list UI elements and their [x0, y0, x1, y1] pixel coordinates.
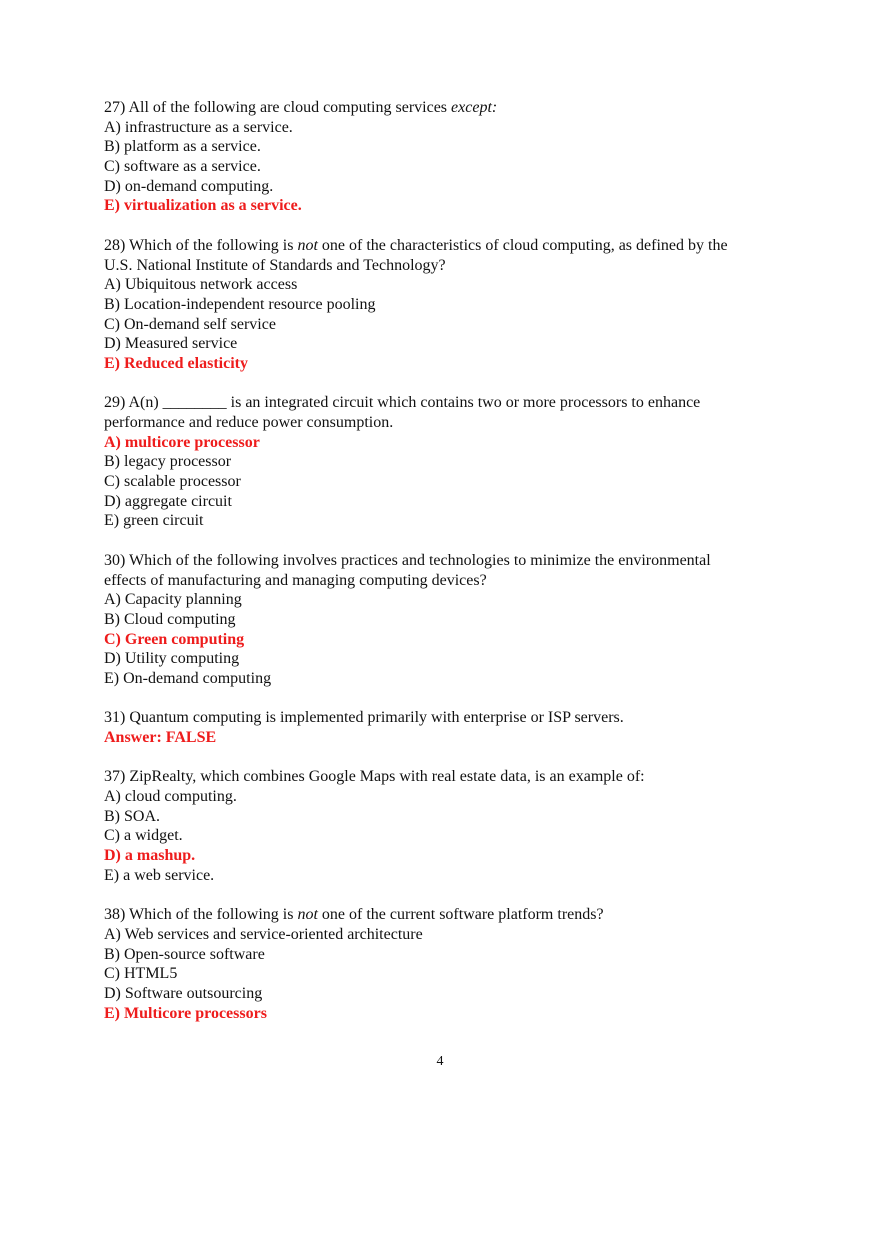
- correct-option-e: E) Multicore processors: [104, 1004, 267, 1022]
- emphasis-text: except:: [451, 99, 498, 116]
- option-b: B) legacy processor: [104, 453, 232, 471]
- question-stem-line-2: performance and reduce power consumption.: [104, 414, 394, 431]
- option-b: B) Cloud computing: [104, 610, 236, 628]
- question-stem: 38) Which of the following is not one of the current software platform trends?: [104, 906, 604, 924]
- correct-option-e: E) virtualization as a service.: [104, 197, 302, 215]
- question-28: [104, 236, 804, 374]
- question-stem: 37) ZipRealty, which combines Google Maps with real estate data, is an example of:: [104, 768, 645, 786]
- question-stem: 31) Quantum computing is implemented primarily with enterprise or ISP servers.: [104, 709, 624, 727]
- option-b: B) Open-source software: [104, 945, 265, 963]
- option-a: A) cloud computing.: [104, 788, 237, 806]
- option-c: C) scalable processor: [104, 473, 241, 491]
- question-stem-line-1: 29) A(n) ________ is an integrated circuit which contains two or more processors to enhance: [104, 394, 701, 412]
- option-b: B) platform as a service.: [104, 138, 261, 156]
- option-d: D) Software outsourcing: [104, 984, 263, 1002]
- correct-option-e: E) Reduced elasticity: [104, 354, 248, 372]
- option-b: B) Location-independent resource pooling: [104, 295, 376, 313]
- option-d: D) Utility computing: [104, 650, 240, 668]
- option-d: D) Measured service: [104, 335, 238, 353]
- question-29: [104, 393, 804, 531]
- option-a: A) Ubiquitous network access: [104, 276, 298, 294]
- option-e: E) a web service.: [104, 866, 215, 884]
- option-c: C) software as a service.: [104, 158, 261, 176]
- option-a: A) infrastructure as a service.: [104, 118, 293, 136]
- option-d: D) aggregate circuit: [104, 492, 232, 510]
- emphasis-text: not: [297, 236, 318, 254]
- option-e: E) On-demand computing: [104, 669, 272, 687]
- question-stem-line-1: 30) Which of the following involves practices and technologies to minimize the environmental: [104, 551, 711, 569]
- correct-option-a: A) multicore processor: [104, 433, 260, 451]
- question-stem: 27) All of the following are cloud computing services except:: [104, 99, 498, 116]
- option-c: C) a widget.: [104, 827, 183, 845]
- question-38: [104, 905, 804, 1023]
- question-stem-line-2: U.S. National Institute of Standards and Technology?: [104, 256, 446, 274]
- question-stem-line-2: effects of manufacturing and managing computing devices?: [104, 571, 487, 589]
- emphasis-text: not: [297, 906, 318, 924]
- option-d: D) on-demand computing.: [104, 177, 274, 195]
- option-e: E) green circuit: [104, 512, 204, 530]
- page-number: 4: [436, 1054, 444, 1069]
- option-a: A) Capacity planning: [104, 591, 242, 609]
- correct-option-d: D) a mashup.: [104, 847, 196, 865]
- question-31: [104, 708, 804, 747]
- question-30: [104, 551, 804, 689]
- option-c: C) HTML5: [104, 965, 178, 983]
- option-a: A) Web services and service-oriented architecture: [104, 925, 423, 943]
- answer-false: Answer: FALSE: [104, 729, 217, 746]
- document-page: [104, 98, 804, 1043]
- correct-option-c: C) Green computing: [104, 630, 245, 648]
- option-c: C) On-demand self service: [104, 315, 276, 333]
- question-37: [104, 767, 804, 885]
- option-b: B) SOA.: [104, 807, 161, 825]
- question-27: [104, 98, 804, 216]
- question-stem-line-1: 28) Which of the following is not one of the characteristics of cloud computing, as defined by the: [104, 236, 728, 254]
